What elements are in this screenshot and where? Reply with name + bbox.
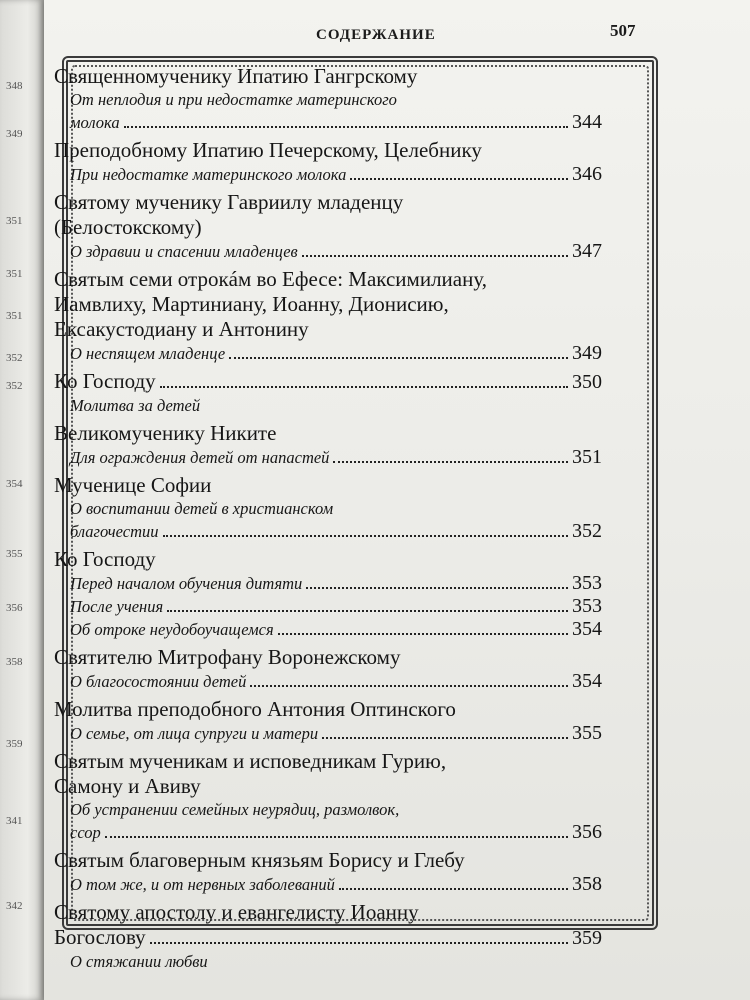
toc-entry[interactable]	[54, 138, 602, 190]
toc-entry-subtitle	[54, 722, 602, 745]
toc-page-number: 354	[572, 670, 602, 692]
toc-page-number: 347	[572, 240, 602, 262]
toc-heading-text: Ко Господу	[54, 369, 156, 393]
left-page-number: 348	[6, 80, 23, 92]
toc-subtitle-text: О семье, от лица супруги и матери	[70, 724, 319, 743]
toc-entry-subtitle	[54, 240, 602, 263]
toc-page-number: 350	[572, 371, 602, 393]
toc-entry[interactable]	[54, 645, 602, 697]
toc-heading-text: Преподобному Ипатию Печерскому, Целебнику	[54, 138, 482, 162]
toc-subtitle-text: Молитва за детей	[70, 396, 201, 415]
dot-leader	[124, 126, 568, 128]
toc-subtitle-text: ссор	[70, 823, 101, 842]
page-number: 507	[610, 21, 636, 40]
toc-page-number: 353	[572, 572, 602, 594]
dot-leader	[278, 633, 568, 635]
toc-entry-heading	[54, 267, 602, 292]
toc-entry-heading	[54, 900, 602, 925]
toc-entry-heading	[54, 925, 602, 951]
dot-leader	[163, 535, 568, 537]
toc-heading-text: (Белостокскому)	[54, 215, 202, 239]
toc-subtitle-text: благочестии	[70, 522, 159, 541]
toc-entry[interactable]	[54, 697, 602, 749]
toc-entry-heading	[54, 190, 602, 215]
toc-subtitle-text: Для ограждения детей от напастей	[70, 448, 330, 467]
toc-entry-heading	[54, 64, 602, 89]
toc-heading-text: Самону и Авиву	[54, 774, 201, 798]
toc-entry-subtitle	[54, 572, 602, 595]
toc-page-number: 359	[572, 927, 602, 949]
left-page-number: 355	[6, 548, 23, 560]
toc-page-number: 351	[572, 446, 602, 468]
toc-page-number: 344	[572, 111, 602, 133]
toc-entry[interactable]	[54, 547, 602, 645]
table-of-contents	[54, 64, 602, 977]
toc-subtitle-text: О стяжании любви	[70, 952, 208, 971]
left-page-number: 352	[6, 352, 23, 364]
toc-entry[interactable]	[54, 369, 602, 421]
toc-heading-text: Великомученику Никите	[54, 421, 277, 445]
toc-subtitle-text: При недостатке материнского молока	[70, 165, 347, 184]
toc-entry-heading	[54, 848, 602, 873]
toc-entry-heading	[54, 774, 602, 799]
toc-entry-subtitle	[54, 821, 602, 844]
toc-subtitle-text: От неплодия и при недостатке материнского	[70, 90, 397, 109]
toc-entry[interactable]	[54, 900, 602, 977]
toc-entry[interactable]	[54, 848, 602, 900]
toc-entry-subtitle	[54, 498, 602, 520]
dot-leader	[167, 610, 568, 612]
toc-entry-subtitle	[54, 595, 602, 618]
dot-leader	[302, 255, 568, 257]
toc-heading-text: Святым мученикам и исповедникам Гурию,	[54, 749, 447, 773]
toc-subtitle-text: О воспитании детей в христианском	[70, 499, 334, 518]
toc-page-number: 358	[572, 873, 602, 895]
toc-subtitle-text: Об отроке неудобоучащемся	[70, 620, 274, 639]
toc-subtitle-text: О благосостоянии детей	[70, 672, 247, 691]
toc-entry-heading	[54, 645, 602, 670]
toc-entry-subtitle	[54, 618, 602, 641]
dot-leader	[350, 178, 568, 180]
left-page-number: 351	[6, 268, 23, 280]
running-head: СОДЕРЖАНИЕ	[316, 27, 436, 43]
dot-leader	[105, 836, 568, 838]
toc-page-number: 353	[572, 595, 602, 617]
toc-entry-subtitle	[54, 951, 602, 973]
toc-entry[interactable]	[54, 421, 602, 473]
left-page-number: 356	[6, 602, 23, 614]
toc-entry-subtitle	[54, 446, 602, 469]
toc-entry-heading	[54, 292, 602, 317]
toc-page-number: 346	[572, 163, 602, 185]
left-page-number: 341	[6, 815, 23, 827]
toc-entry-heading	[54, 138, 602, 163]
toc-page-number: 355	[572, 722, 602, 744]
left-page-number: 359	[6, 738, 23, 750]
entry-spacer	[54, 973, 602, 977]
toc-page-number: 352	[572, 520, 602, 542]
toc-heading-text: Святым благоверным князьям Борису и Глебу	[54, 848, 465, 872]
dot-leader	[160, 386, 568, 388]
dot-leader	[322, 737, 568, 739]
toc-heading-text: Священномученику Ипатию Гангрскому	[54, 64, 418, 88]
toc-entry-subtitle	[54, 799, 602, 821]
toc-entry[interactable]	[54, 190, 602, 267]
toc-heading-text: Святому мученику Гавриилу младенцу	[54, 190, 404, 214]
toc-entry-subtitle	[54, 111, 602, 134]
dot-leader	[150, 942, 568, 944]
toc-entry-heading	[54, 215, 602, 240]
toc-entry-heading	[54, 697, 602, 722]
toc-heading-text: Святому апостолу и евангелисту Иоанну	[54, 900, 419, 924]
toc-entry-heading	[54, 547, 602, 572]
dot-leader	[306, 587, 568, 589]
toc-subtitle-text: Перед началом обучения дитяти	[70, 574, 303, 593]
toc-subtitle-text: Об устранении семейных неурядиц, размолвок,	[70, 800, 400, 819]
toc-entry-heading	[54, 317, 602, 342]
toc-entry[interactable]	[54, 267, 602, 369]
toc-page-number: 354	[572, 618, 602, 640]
dot-leader	[250, 685, 568, 687]
toc-entry-subtitle	[54, 395, 602, 417]
toc-subtitle-text: После учения	[70, 597, 164, 616]
toc-entry[interactable]	[54, 473, 602, 547]
left-page-number: 354	[6, 478, 23, 490]
toc-page-number: 356	[572, 821, 602, 843]
toc-entry[interactable]	[54, 64, 602, 138]
toc-subtitle-text: О неспящем младенце	[70, 344, 226, 363]
toc-heading-text: Мученице Софии	[54, 473, 212, 497]
dot-leader	[229, 357, 568, 359]
toc-heading-text: Ексакустодиану и Антонину	[54, 317, 309, 341]
toc-entry-subtitle	[54, 670, 602, 693]
left-page-number: 352	[6, 380, 23, 392]
toc-entry-subtitle	[54, 873, 602, 896]
left-page-number: 351	[6, 310, 23, 322]
toc-subtitle-text: О том же, и от нервных заболеваний	[70, 875, 335, 894]
toc-entry-heading	[54, 421, 602, 446]
toc-heading-text: Молитва преподобного Антония Оптинского	[54, 697, 456, 721]
toc-heading-text: Иамвлиху, Мартиниану, Иоанну, Дионисию,	[54, 292, 449, 316]
toc-entry-subtitle	[54, 342, 602, 365]
toc-heading-text: Ко Господу	[54, 547, 156, 571]
toc-entry-heading	[54, 369, 602, 395]
toc-heading-text: Святителю Митрофану Воронежскому	[54, 645, 401, 669]
toc-page-number: 349	[572, 342, 602, 364]
toc-entry-heading	[54, 749, 602, 774]
toc-subtitle-text: молока	[70, 113, 120, 132]
toc-heading-text: Богослову	[54, 925, 146, 949]
toc-heading-text: Святым семи отрокáм во Ефесе: Максимилиану,	[54, 267, 487, 291]
dot-leader	[333, 461, 568, 463]
dot-leader	[339, 888, 568, 890]
toc-entry[interactable]	[54, 749, 602, 848]
toc-entry-subtitle	[54, 89, 602, 111]
left-page-number: 349	[6, 128, 23, 140]
left-page-edge	[0, 0, 46, 1000]
left-page-number: 342	[6, 900, 23, 912]
left-page-number: 351	[6, 215, 23, 227]
left-page-number: 358	[6, 656, 23, 668]
toc-subtitle-text: О здравии и спасении младенцев	[70, 242, 298, 261]
toc-entry-heading	[54, 473, 602, 498]
toc-entry-subtitle	[54, 520, 602, 543]
toc-entry-subtitle	[54, 163, 602, 186]
